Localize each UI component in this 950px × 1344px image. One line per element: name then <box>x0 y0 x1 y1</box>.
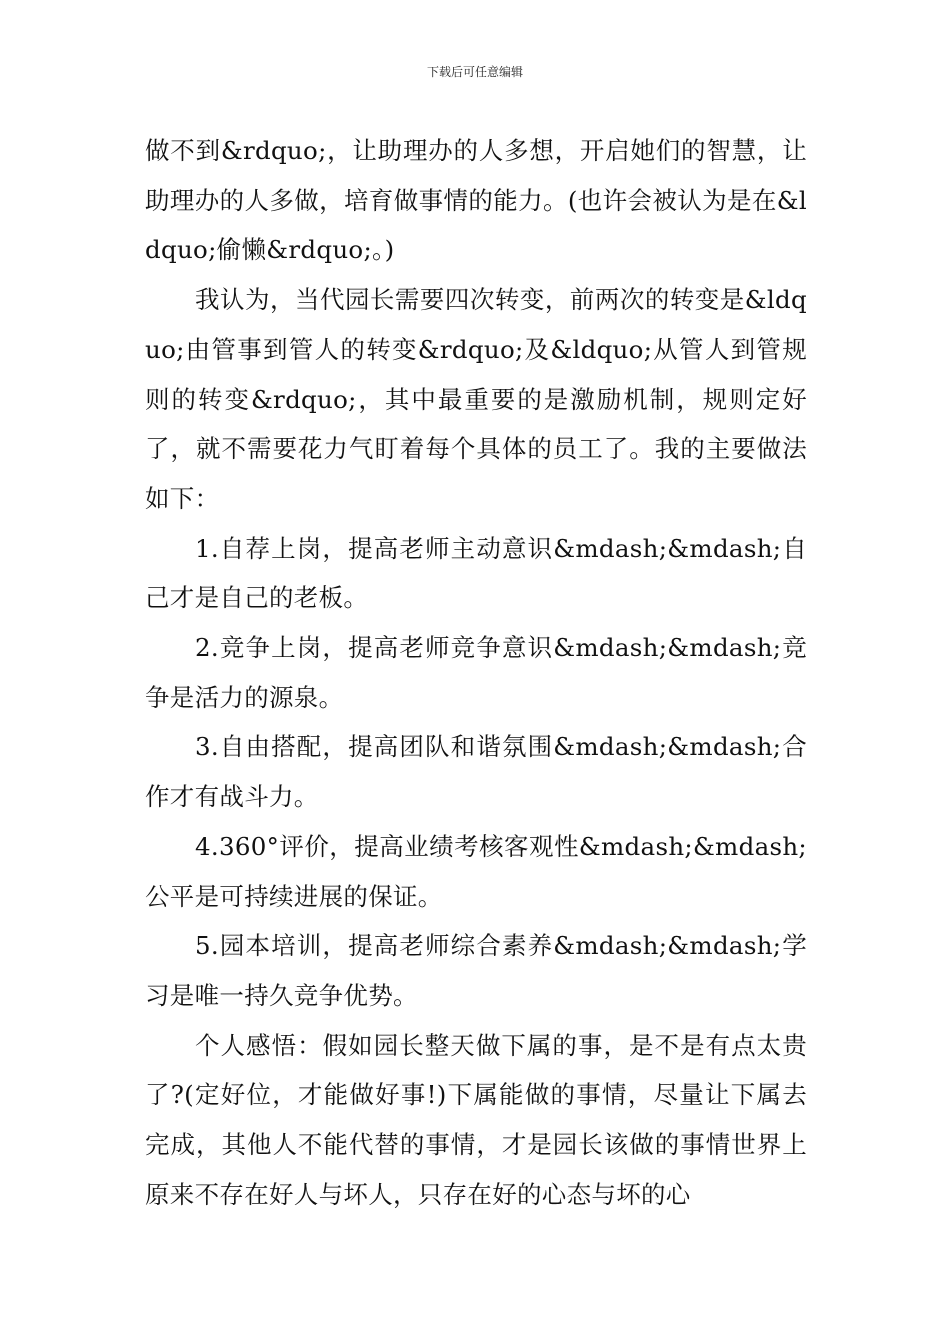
list-item-competition: 2.竞争上岗，提高老师竞争意识&mdash;&mdash;竞争是活力的源泉。 <box>145 633 807 712</box>
list-item-free-pairing: 3.自由搭配，提高团队和谐氛围&mdash;&mdash;合作才有战斗力。 <box>145 732 807 812</box>
document-body <box>145 126 807 1219</box>
list-item-training: 5.园本培训，提高老师综合素养&mdash;&mdash;学习是唯一持久竞争优势。 <box>145 931 807 1010</box>
paragraph-four-changes: 我认为，当代园长需要四次转变，前两次的转变是&ldquo;由管事到管人的转变&rdquo;及&ldquo;从管人到管规则的转变&rdquo;，其中最重要的是激励机制，规则定好了，就不需要花力气盯着每个具体的员工了。我的主要做法如下： <box>145 285 807 513</box>
paragraph-reflection: 个人感悟：假如园长整天做下属的事，是不是有点太贵了?(定好位，才能做好事!)下属能做的事情，尽量让下属去完成，其他人不能代替的事情，才是园长该做的事情世界上原来不存在好人与坏人，只存在好的心态与坏的心 <box>145 1030 807 1209</box>
page-header: 下载后可任意编辑 <box>426 65 523 79</box>
list-item-self-recommend: 1.自荐上岗，提高老师主动意识&mdash;&mdash;自己才是自己的老板。 <box>145 533 807 613</box>
paragraph-intro: 做不到&rdquo;，让助理办的人多想，开启她们的智慧，让助理办的人多做，培育做事情的能力。(也许会被认为是在&ldquo;偷懒&rdquo;。) <box>145 136 807 265</box>
list-item-360-review: 4.360°评价，提高业绩考核客观性&mdash;&mdash;公平是可持续进展的保证。 <box>145 831 807 911</box>
